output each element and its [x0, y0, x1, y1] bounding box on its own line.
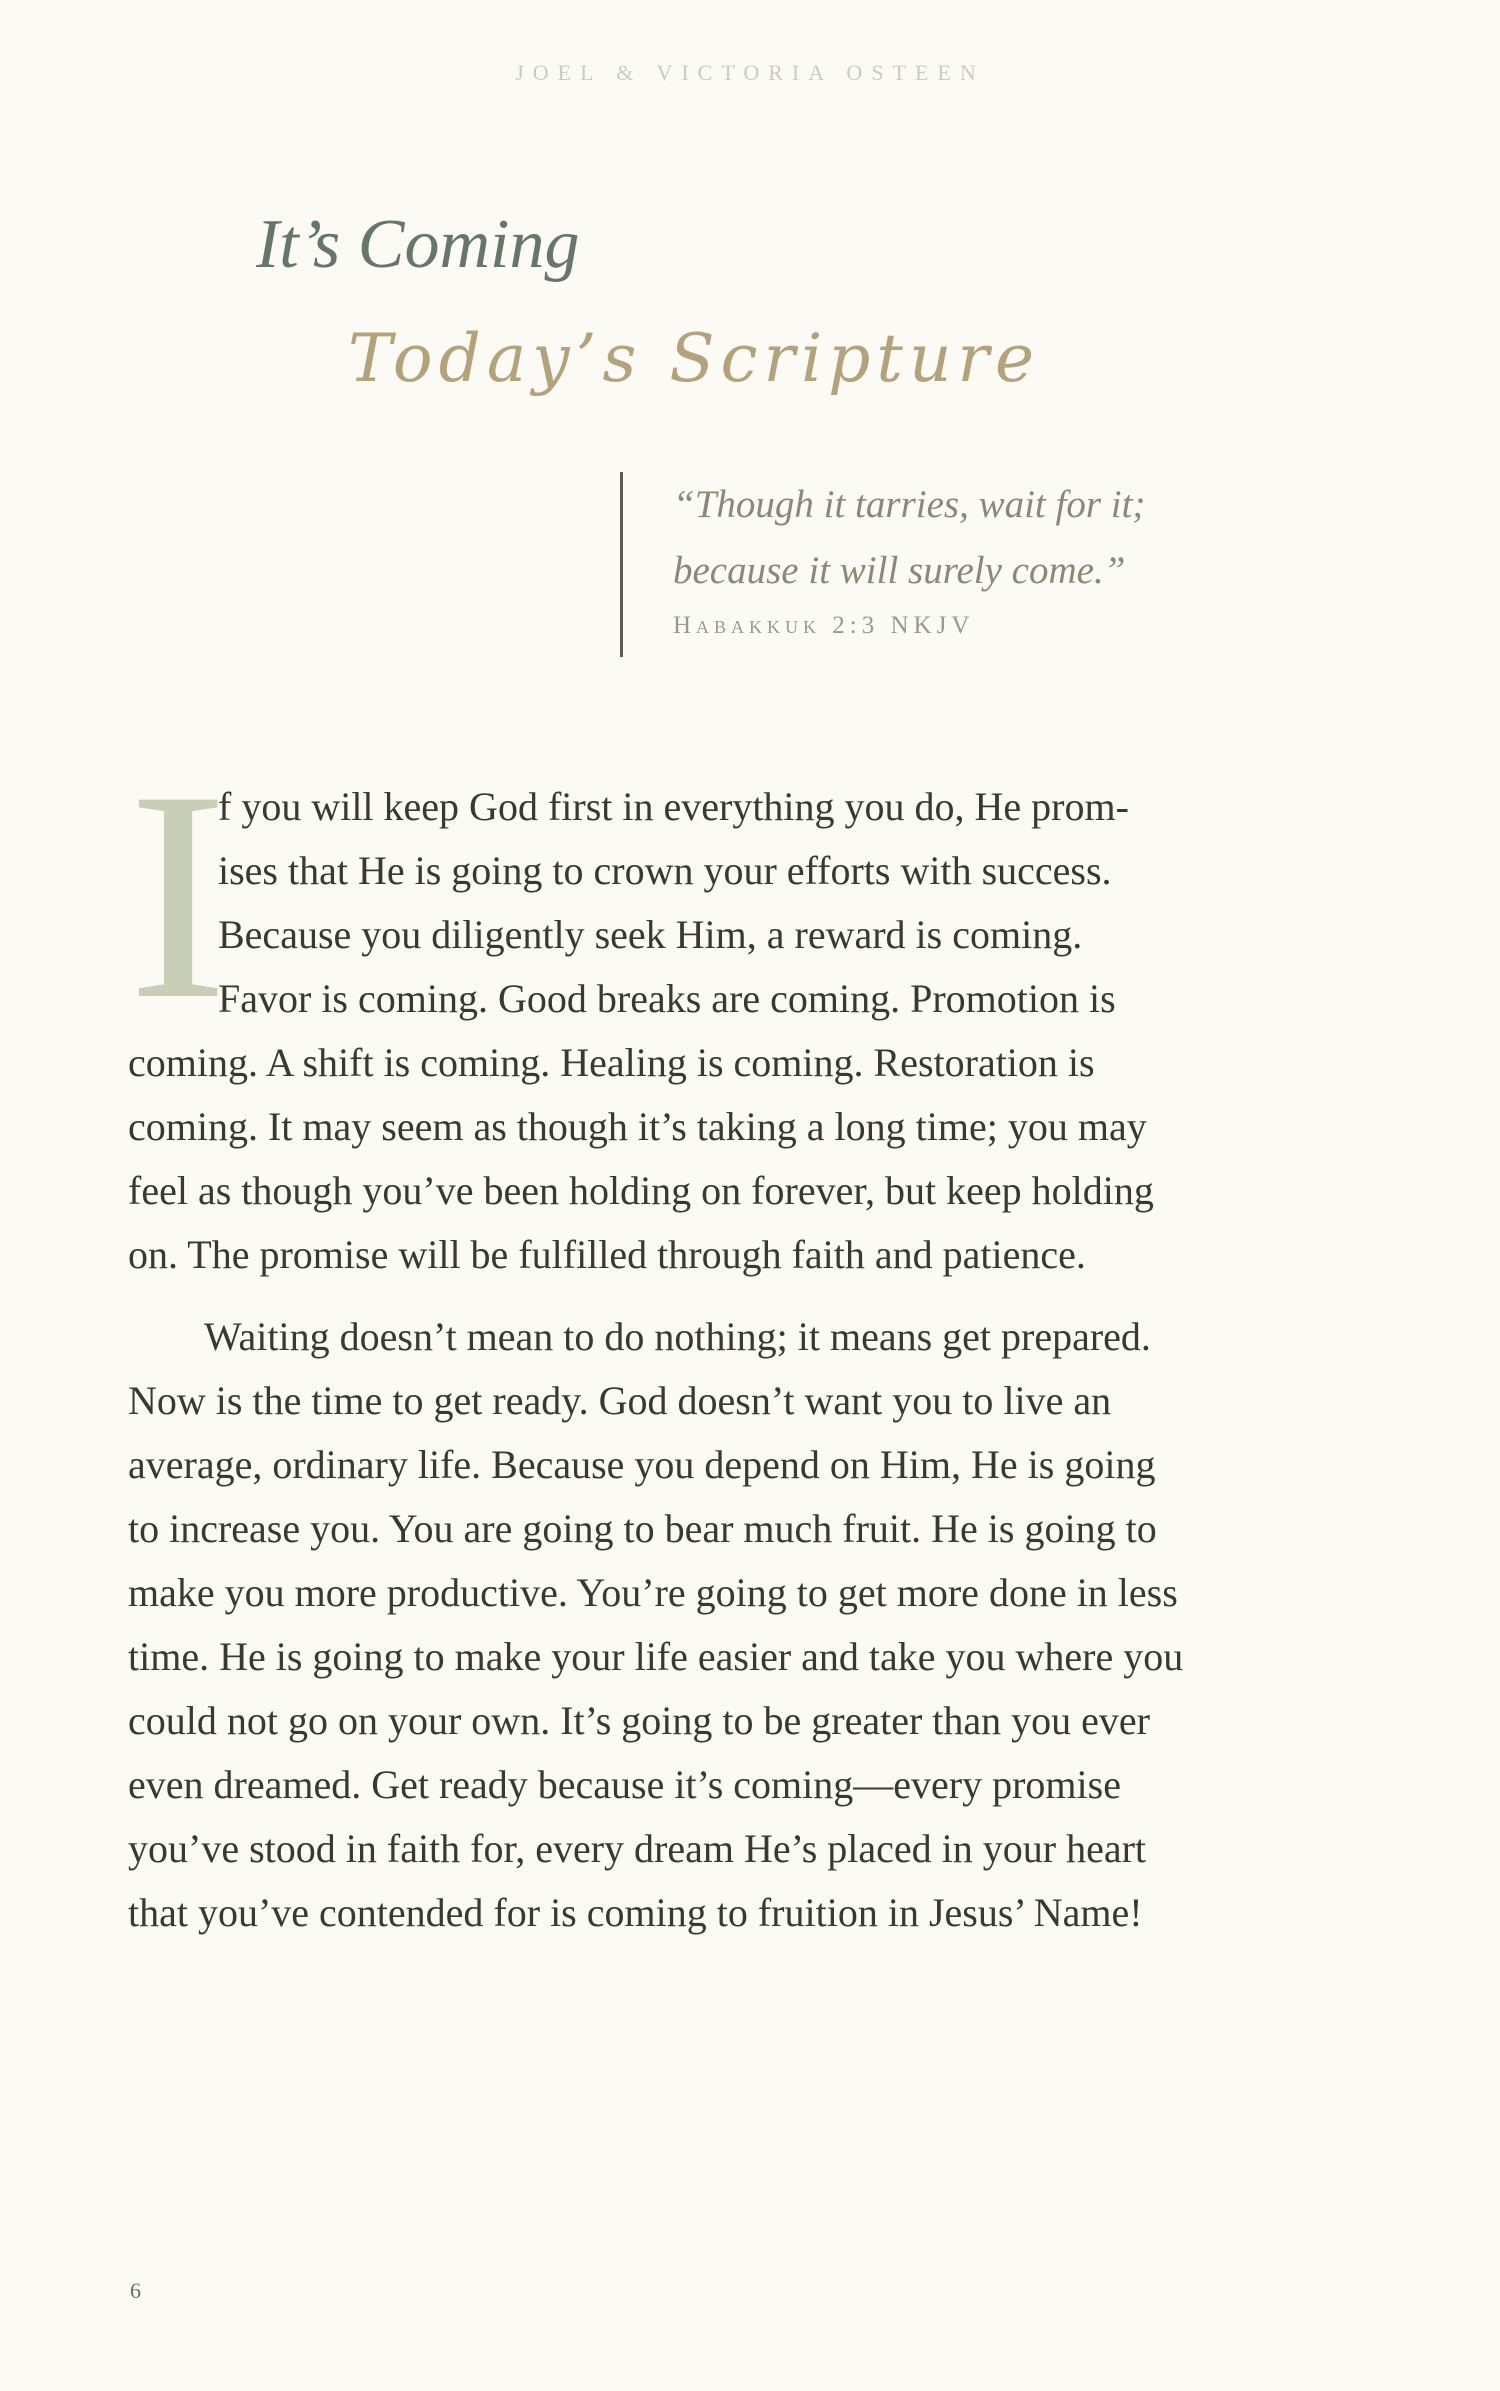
- page-number: 6: [130, 2278, 141, 2303]
- text-line: Because you diligently seek Him, a reward is coming.: [218, 912, 1083, 957]
- text-line: even dreamed. Get ready because it’s coming—every promise: [128, 1762, 1121, 1807]
- scripture-reference: [673, 612, 1380, 640]
- text-line: ises that He is going to crown your efforts with success.: [218, 848, 1112, 893]
- paragraph-2: [128, 1305, 1418, 1945]
- text-line: on. The promise will be fulfilled through faith and patience.: [128, 1232, 1086, 1277]
- text-line: Now is the time to get ready. God doesn’t want you to live an: [128, 1378, 1112, 1423]
- paragraph-1: [128, 775, 1418, 1287]
- text-line: to increase you. You are going to bear much fruit. He is going to: [128, 1506, 1157, 1551]
- scripture-quote: [620, 472, 1380, 657]
- text-line: feel as though you’ve been holding on forever, but keep holding: [128, 1168, 1154, 1213]
- text-line: coming. A shift is coming. Healing is coming. Restoration is: [128, 1040, 1095, 1085]
- body-text: [128, 775, 1418, 1945]
- text-line: coming. It may seem as though it’s taking a long time; you may: [128, 1104, 1147, 1149]
- drop-cap: I: [128, 729, 228, 1061]
- text-line: Favor is coming. Good breaks are coming. Promotion is: [218, 976, 1116, 1021]
- scripture-reference-text: Habakkuk 2:3 NKJV: [673, 612, 975, 639]
- text-line: that you’ve contended for is coming to fruition in Jesus’ Name!: [128, 1890, 1143, 1935]
- text-line: average, ordinary life. Because you depend on Him, He is going: [128, 1442, 1156, 1487]
- text-line: make you more productive. You’re going to get more done in less: [128, 1570, 1178, 1615]
- running-head: JOEL & VICTORIA OSTEEN: [515, 60, 985, 85]
- scripture-line: because it will surely come.”: [673, 549, 1126, 592]
- text-line: could not go on your own. It’s going to be greater than you ever: [128, 1698, 1150, 1743]
- text-line: f you will keep God first in everything you do, He prom-: [218, 784, 1129, 829]
- scripture-line: “Though it tarries, wait for it;: [673, 483, 1146, 526]
- todays-scripture-heading: Today’s Scripture: [348, 320, 1041, 397]
- text-line: time. He is going to make your life easier and take you where you: [128, 1634, 1184, 1679]
- text-line: Waiting doesn’t mean to do nothing; it means get prepared.: [204, 1314, 1151, 1359]
- text-line: you’ve stood in faith for, every dream He’s placed in your heart: [128, 1826, 1147, 1871]
- chapter-title: It’s Coming: [256, 206, 580, 283]
